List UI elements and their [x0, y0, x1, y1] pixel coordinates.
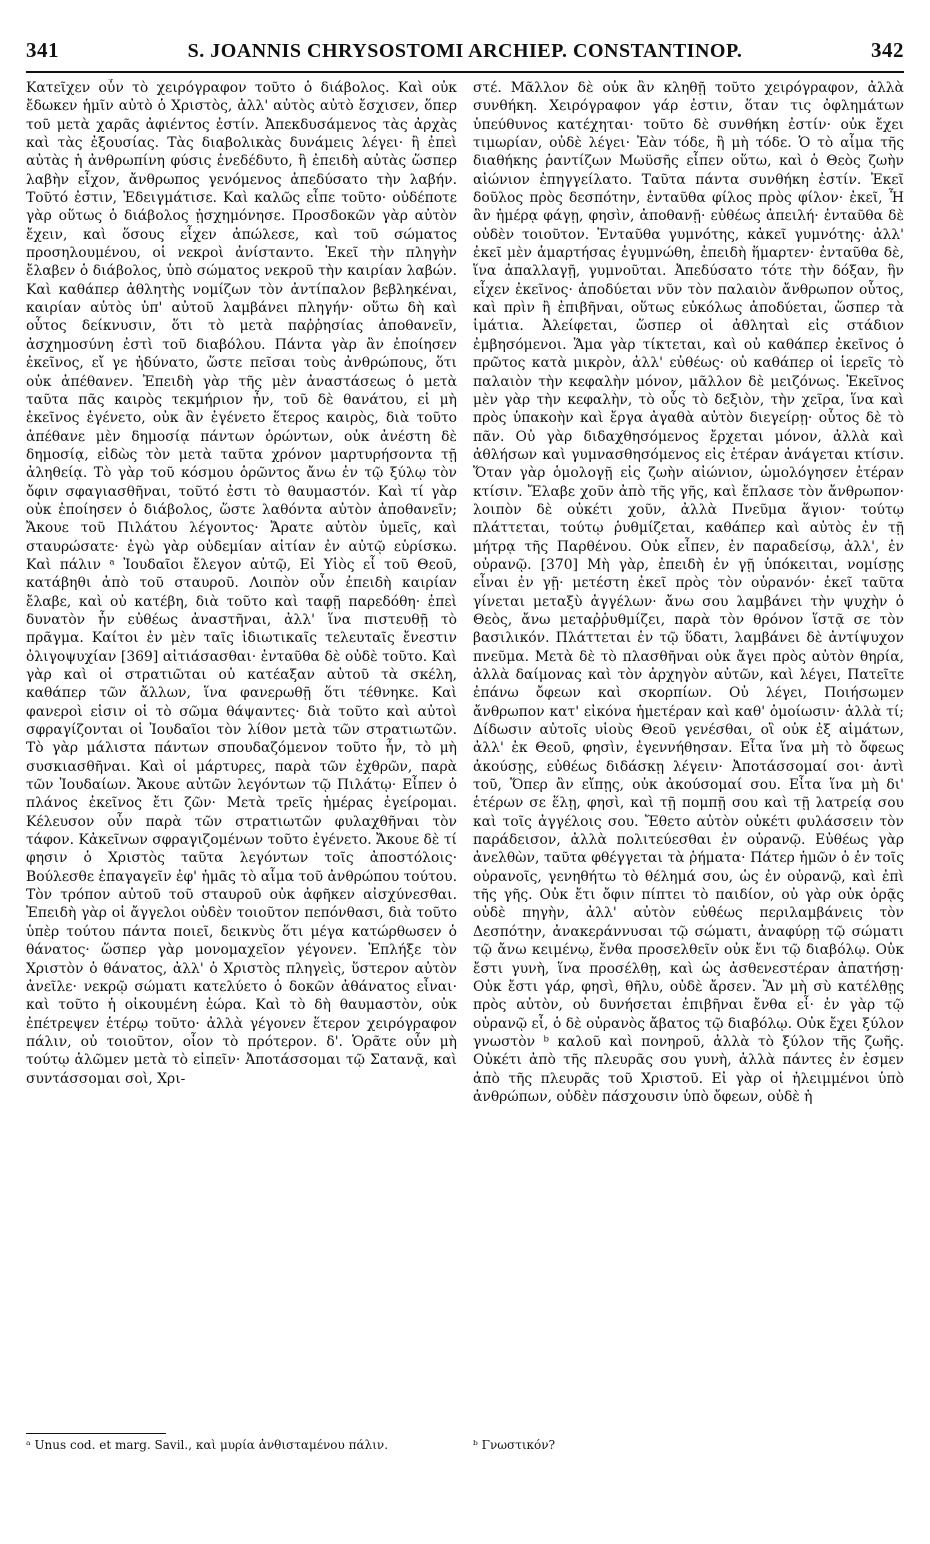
header-rule	[26, 71, 904, 73]
left-footnote-area	[26, 1433, 457, 1453]
footnote-rule	[26, 1433, 166, 1434]
right-page-number: 342	[870, 38, 904, 62]
right-footnote: ᵇ Γνωστικόν?	[473, 1438, 556, 1452]
right-column	[473, 79, 904, 1419]
left-column	[26, 79, 457, 1419]
running-title: S. JOANNIS CHRYSOSTOMI ARCHIEP. CONSTANTINOP.	[187, 40, 743, 62]
right-footnote-area	[473, 1433, 904, 1453]
left-footnote: ᵃ Unus cod. et marg. Savil., καὶ μυρία ἀνθισταμένου πάλιν.	[26, 1438, 389, 1452]
right-column-text: στέ. Μᾶλλον δὲ οὐκ ἂν κληθῇ τοῦτο χειρόγραφον, ἀλλὰ συνθήκη. Χειρόγραφον γάρ ἐστιν, ὅταν τις ὀφλημάτων ὑπεύθυνος κατέχηται· τοῦτο δὲ συνθήκη ἐστίν· οὐκ ἔχει τιμωρίαν, οὐδὲ λέγει· Ἐὰν τόδε, ἢ μὴ τόδε. Ὁ τὸ αἷμα τῆς διαθήκης ῥαντίζων Μωϋσῆς εἶπεν οὕτω, καὶ ὁ Θεὸς ζωὴν αἰώνιον ἐπηγγείλατο. Ταῦτα πάντα συνθήκη ἐστίν. Ἐκεῖ δοῦλος πρὸς δεσπότην, ἐνταῦθα φίλος πρὸς φίλον· ἐκεῖ, Ἧ ἂν ἡμέρᾳ φάγῃ, φησὶν, ἀποθανῇ· εὐθέως ἀπειλή· ἐνταῦθα δὲ οὐδὲν τοιοῦτον. Ἐνταῦθα γυμνότης, κἀκεῖ γυμνότης· ἀλλ' ἐκεῖ μὲν ἁμαρτήσας ἐγυμνώθη, ἐπειδὴ ἥμαρτεν· ἐνταῦθα δὲ, ἵνα ἀπαλλαγῇ, γυμνοῦται. Ἀπεδύσατο τότε τὴν δόξαν, ἣν εἶχεν ἐκεῖνος· ἀποδύεται νῦν τὸν παλαιὸν ἄνθρωπον οὗτος, καὶ πρὶν ἢ ἐπιβῆναι, οὕτως εὐκόλως ἀποδύεται, ὥσπερ τὰ ἱμάτια. Ἀλείφεται, ὥσπερ οἱ ἀθληταὶ εἰς στάδιον ἐμβησόμενοι. Ἅμα γὰρ τίκτεται, καὶ οὐ καθάπερ ἐκεῖνος ὁ πρῶτος κατὰ μικρὸν, ἀλλ' εὐθέως· οὐ καθάπερ οἱ ἱερεῖς τὸ παλαιὸν τὴν κεφαλὴν μόνον, μᾶλλον δὲ μειζόνως. Ἐκεῖνος μὲν γὰρ τὴν κεφαλὴν, τὸ οὖς τὸ δεξιὸν, τὴν χεῖρα, ἵνα καὶ πρὸς ὑπακοὴν καὶ ἔργα ἀγαθὰ αὐτὸν διεγείρῃ· οὗτος δὲ τὸ πᾶν. Οὐ γὰρ διδαχθησόμενος ἔρχεται μόνον, ἀλλὰ καὶ ἀθλήσων καὶ γυμνασθησόμενος εἰς ἑτέραν ἀνάγεται κτίσιν. Ὅταν γὰρ ὁμολογῇ εἰς ζωὴν αἰώνιον, ὡμολόγησεν ἑτέραν κτίσιν. Ἔλαβε χοῦν ἀπὸ τῆς γῆς, καὶ ἔπλασε τὸν ἄνθρωπον· λοιπὸν δὲ οὐκέτι χοῦν, ἀλλὰ Πνεῦμα ἅγιον· τούτῳ πλάττεται, τούτῳ ῥυθμίζεται, καθάπερ καὶ αὐτὸς ἐν τῇ μήτρᾳ τῆς Παρθένου. Οὐκ εἶπεν, ἐν παραδείσῳ, ἀλλ', ἐν οὐρανῷ. [370] Μὴ γὰρ, ἐπειδὴ ἐν γῇ ὑπόκειται, νομίσῃς εἶναι ἐν γῇ· μετέστη ἐκεῖ πρὸς τὸν οὐρανόν· ἐκεῖ ταῦτα γίνεται μεταξὺ ἀγγέλων· ἄνω σου λαμβάνει τὴν ψυχὴν ὁ Θεὸς, ἄνω μεταῤῥυθμίζει, παρὰ τὸν θρόνον ἵστᾷ σε τὸν βασιλικόν. Πλάττεται ἐν τῷ ὕδατι, λαμβάνει δὲ ἀντίψυχον πνεῦμα. Μετὰ δὲ τὸ πλασθῆναι οὐκ ἄγει πρὸς αὐτὸν θηρία, ἀλλὰ δαίμονας καὶ τὸν ἀρχηγὸν αὐτῶν, καὶ λέγει, Πατεῖτε ἐπάνω ὄφεων καὶ σκορπίων. Οὐ λέγει, Ποιήσωμεν ἄνθρωπον κατ' εἰκόνα ἡμετέραν καὶ καθ' ὁμοίωσιν· ἀλλὰ τί; Δίδωσιν αὐτοῖς υἱοὺς Θεοῦ γενέσθαι, οἳ οὐκ ἐξ αἱμάτων, ἀλλ' ἐκ Θεοῦ, φησὶν, ἐγεννήθησαν. Εἶτα ἵνα μὴ τὸ ὄφεως ἀκούσῃς, εὐθέως διδάσκῃ λέγειν· Ἀποτάσσομαί σοι· ἀντὶ τοῦ, Ὅπερ ἂν εἴπῃς, οὐκ ἀκούσομαί σου. Εἶτα ἵνα μὴ δι' ἑτέρων σε ἕλῃ, φησὶ, καὶ τῇ πομπῇ σου καὶ τῇ λατρείᾳ σου καὶ τοῖς ἀγγέλοις σου. Ἔθετο αὐτὸν οὐκέτι φυλάσσειν τὸν παράδεισον, ἀλλὰ πολιτεύεσθαι ἐν οὐρανῷ. Εὐθέως γὰρ ἀνελθὼν, ταῦτα φθέγγεται τὰ ῥήματα· Πάτερ ἡμῶν ὁ ἐν τοῖς οὐρανοῖς, γενηθήτω τὸ θέλημά σου, ὡς ἐν οὐρανῷ, καὶ ἐπὶ τῆς γῆς. Οὐκ ἔτι ὄφιν πίπτει τὸ παιδίον, οὐ γὰρ οὐκ ὁρᾷς οὐδὲ πηγὴν, ἀλλ' αὐτὸν εὐθέως περιλαμβάνεις τὸν Δεσπότην, ἀνακεράννυσαι τῷ σώματι, ἀναφύρῃ τῷ σώματι τῷ ἄνω κειμένῳ, ἔνθα προσελθεῖν οὐκ ἔνι τῷ διαβόλῳ. Οὐκ ἔστι γυνὴ, ἵνα προσέλθῃ, καὶ ὡς ἀσθενεστέραν ἀπατήσῃ· Οὐκ ἔστι γάρ, φησὶ, θῆλυ, οὐδὲ ἄρσεν. Ἂν μὴ σὺ κατέλθῃς πρὸς αὐτὸν, οὐ δυνήσεται ἐπιβῆναι ἔνθα εἶ· ἐν γὰρ τῷ οὐρανῷ εἶ, ὁ δὲ οὐρανὸς ἄβατος τῷ διαβόλῳ. Οὐκ ἔχει ξύλον γνωστὸν ᵇ καλοῦ καὶ πονηροῦ, ἀλλὰ τὸ ξύλον τῆς ζωῆς. Οὐκέτι ἀπὸ τῆς πλευρᾶς σου γυνὴ, ἀλλὰ πάντες ἐν ἐσμεν ἀπὸ τῆς πλευρᾶς τοῦ Χριστοῦ. Εἰ γὰρ οἱ ἠλειμμένοι ὑπὸ ἀνθρώπων, οὐδὲν πάσχουσιν ὑπὸ ὄφεων, οὐδὲ ἡ	[473, 80, 904, 1105]
text-columns	[26, 79, 904, 1419]
footnotes	[26, 1433, 904, 1453]
left-page-number: 341	[26, 38, 59, 62]
left-column-text: Κατεῖχεν οὖν τὸ χειρόγραφον τοῦτο ὁ διάβολος. Καὶ οὐκ ἔδωκεν ἡμῖν αὐτὸ ὁ Χριστὸς, ἀλλ' αὐτὸς αὐτὸ ἔσχισεν, ὅπερ τοῦ μετὰ χαρᾶς ἀφιέντος ἐστίν. Ἀπεκδυσάμενος τὰς ἀρχὰς καὶ τὰς ἐξουσίας. Τὰς διαβολικὰς δυνάμεις λέγει· ἢ ἐπεὶ αὐτὰς ἡ ἀνθρωπίνη φύσις ἐνεδέδυτο, ἢ ἐπειδὴ αὐτὰς ὥσπερ λαβὴν εἶχον, ἄνθρωπος γενόμενος ἀπεδύσατο τὴν λαβήν. Τοῦτό ἐστιν, Ἐδειγμάτισε. Καὶ καλῶς εἶπε τοῦτο· οὐδέποτε γὰρ οὕτως ὁ διάβολος ᾐσχημόνησε. Προσδοκῶν γὰρ αὐτὸν ἔχειν, καὶ ὅσους εἶχεν ἀπώλεσε, καὶ τοῦ σώματος προσηλουμένου, οἱ νεκροὶ ἀνίσταντο. Ἐκεῖ τὴν πληγὴν ἔλαβεν ὁ διάβολος, ὑπὸ σώματος νεκροῦ τὴν καιρίαν λαβών. Καὶ καθάπερ ἀθλητὴς νομίζων τὸν ἀντίπαλον βεβληκέναι, καιρίαν αὐτὸς ὑπ' αὐτοῦ λαμβάνει πληγήν· οὕτω δὴ καὶ οὗτος δείκνυσιν, ὅτι τὸ μετὰ παῤῥησίας ἀποθανεῖν, ἀσχημοσύνη ἐστὶ τοῦ διαβόλου. Πάντα γὰρ ἂν ἐποίησεν ἐκεῖνος, εἴ γε ἠδύνατο, ὥστε πεῖσαι τοὺς ἀνθρώπους, ὅτι οὐκ ἀπέθανεν. Ἐπειδὴ γὰρ τῆς μὲν ἀναστάσεως ὁ μετὰ ταῦτα πᾶς καιρὸς τεκμήριον ἦν, τοῦ δὲ θανάτου, εἰ μὴ ἐκεῖνος ἐγένετο, οὐκ ἂν ἐγένετο ἕτερος καιρὸς, διὰ τοῦτο ἀπέθανε μὲν δημοσίᾳ πάντων ὁρώντων, οὐκ ἀνέστη δὲ δημοσίᾳ, εἰδὼς τὸν μετὰ ταῦτα χρόνον μαρτυρήσοντα τῇ ἀληθείᾳ. Τὸ γὰρ τοῦ κόσμου ὁρῶντος ἄνω ἐν τῷ ξύλῳ τὸν ὄφιν σφαγιασθῆναι, τοῦτό ἐστι τὸ θαυμαστόν. Καὶ τί γὰρ οὐκ ἐποίησεν ὁ διάβολος, ὥστε λαθόντα αὐτὸν ἀποθανεῖν; Ἄκουε τοῦ Πιλάτου λέγοντος· Ἄρατε αὐτὸν ὑμεῖς, καὶ σταυρώσατε· ἐγὼ γὰρ οὐδεμίαν αἰτίαν ἐν αὐτῷ εὑρίσκω. Καὶ πάλιν ᵃ Ἰουδαῖοι ἔλεγον αὐτῷ, Εἰ Υἱὸς εἶ τοῦ Θεοῦ, κατάβηθι ἀπὸ τοῦ σταυροῦ. Λοιπὸν οὖν ἐπειδὴ καιρίαν ἔλαβε, καὶ οὐ κατέβη, διὰ τοῦτο καὶ ταφῇ παρεδόθη· ἐπεὶ δυνατὸν ἦν εὐθέως ἀναστῆναι, ἀλλ' ἵνα πιστευθῇ τὸ πρᾶγμα. Καίτοι ἐν μὲν ταῖς ἰδιωτικαῖς τελευταῖς ἔνεστιν ὀλιγοψυχίαν [369] αἰτιάσασθαι· ἐνταῦθα δὲ οὐδὲ τοῦτο. Καὶ γὰρ καὶ οἱ στρατιῶται οὐ κατέαξαν αὐτοῦ τὰ σκέλη, καθάπερ τῶν ἄλλων, ἵνα φανερωθῇ ὅτι τέθνηκε. Καὶ φανεροὶ εἰσιν οἱ τὸ σῶμα θάψαντες· διὰ τοῦτο καὶ αὐτοὶ σφραγίζονται οἱ Ἰουδαῖοι τὸν λίθον μετὰ τῶν στρατιωτῶν. Τὸ γὰρ μάλιστα πάντων σπουδαζόμενον τοῦτο ἦν, τὸ μὴ συσκιασθῆναι. Καὶ οἱ μάρτυρες, παρὰ τῶν ἐχθρῶν, παρὰ τῶν Ἰουδαίων. Ἄκουε αὐτῶν λεγόντων τῷ Πιλάτῳ· Εἶπεν ὁ πλάνος ἐκεῖνος ἔτι ζῶν· Μετὰ τρεῖς ἡμέρας ἐγείρομαι. Κέλευσον οὖν παρὰ τῶν στρατιωτῶν φυλαχθῆναι τὸν τάφον. Κἀκεῖνων σφραγιζομένων τοῦτο ἐγένετο. Ἄκουε δὲ τί φησιν ὁ Χριστὸς ταῦτα λεγόντων τοῖς ἀποστόλοις· Βούλεσθε ἐπαγαγεῖν ἐφ' ἡμᾶς τὸ αἷμα τοῦ ἀνθρώπου τούτου. Τὸν τρόπον αὐτοῦ τοῦ σταυροῦ οὐκ ἀφῆκεν αἰσχύνεσθαι. Ἐπειδὴ γὰρ οἱ ἄγγελοι οὐδὲν τοιοῦτον πεπόνθασι, διὰ τοῦτο ὑπὲρ τούτου πάντα ποιεῖ, δεικνὺς ὅτι μέγα κατώρθωσεν ὁ θάνατος· ὥσπερ γὰρ μονομαχεῖον γέγονεν. Ἐπλήξε τὸν Χριστὸν ὁ θάνατος, ἀλλ' ὁ Χριστὸς πληγεὶς, ὕστερον αὐτὸν ἀνεῖλε· νεκρῷ σώματι κατελύετο ὁ δοκῶν ἀθάνατος εἶναι· καὶ τοῦτο ἡ οἰκουμένη ἑώρα. Καὶ τὸ δὴ θαυμαστὸν, οὐκ ἐπέτρεψεν ἑτέρῳ τοῦτο· ἀλλὰ γέγονεν ἕτερον χειρόγραφον πάλιν, οὐ τοιοῦτον, οἷον τὸ πρότερον. δ'. Ὁρᾶτε οὖν μὴ τούτῳ ἁλῶμεν μετὰ τὸ εἰπεῖν· Ἀποτάσσομαι τῷ Σατανᾷ, καὶ συντάσσομαι σοὶ, Χρι-	[26, 80, 457, 1087]
running-header	[26, 38, 904, 63]
